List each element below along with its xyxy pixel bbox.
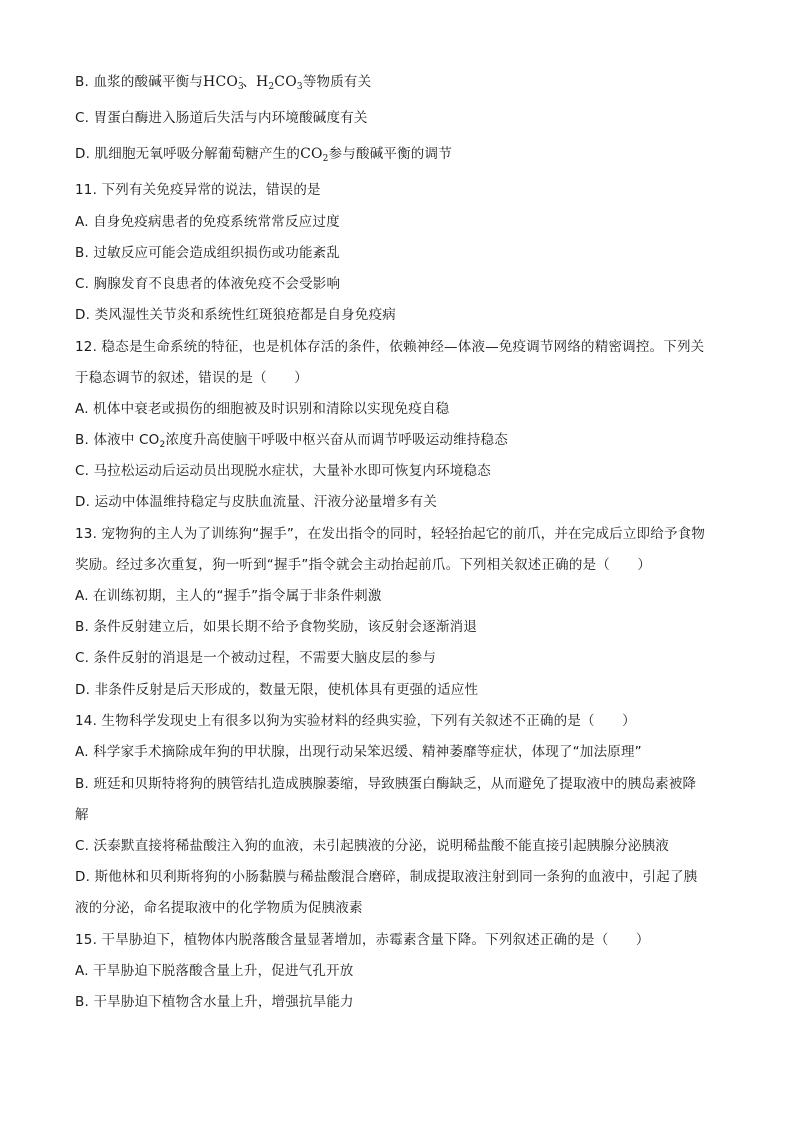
q11-stem: 11. 下列有关免疫异常的说法，错误的是 (75, 182, 321, 198)
q10-option-b-tail: 等物质有关 (302, 74, 372, 90)
q14-option-c: C. 沃泰默直接将稀盐酸注入狗的血液，未引起胰液的分泌，说明稀盐酸不能直接引起胰腺分泌胰液 (75, 838, 670, 854)
carbonic-acid-formula: $H_2CO_3$ (255, 74, 303, 92)
q14-option-d-line2: 液的分泌，命名提取液中的化学物质为促胰液素 (75, 900, 363, 916)
q15-stem: 15. 干旱胁迫下，植物体内脱落酸含量显著增加，赤霉素含量下降。下列叙述正确的是（ ） (75, 932, 650, 948)
q12-option-c: C. 马拉松运动后运动员出现脱水症状，大量补水即可恢复内环境稳态 (75, 463, 491, 479)
q11-option-b: B. 过敏反应可能会造成组织损伤或功能紊乱 (75, 245, 341, 261)
q11-option-c: C. 胸腺发育不良患者的体液免疫不会受影响 (75, 276, 341, 292)
q13-option-a: A. 在训练初期，主人的“握手”指令属于非条件刺激 (75, 588, 382, 604)
q10-option-b-text: B. 血浆的酸碱平衡与 (75, 74, 204, 90)
q10-option-c: C. 胃蛋白酶进入肠道后失活与内环境酸碱度有关 (75, 110, 368, 126)
q11-option-d: D. 类风湿性关节炎和系统性红斑狼疮都是自身免疫病 (75, 307, 396, 323)
q11-option-a: A. 自身免疫病患者的免疫系统常常反应过度 (75, 214, 340, 230)
q10-option-d: D. 肌细胞无氧呼吸分解葡萄糖产生的$CO_2$参与酸碱平衡的调节 (75, 146, 452, 164)
q13-option-b: B. 条件反射建立后，如果长期不给予食物奖励，该反射会逐渐消退 (75, 619, 478, 635)
q14-option-d-line1: D. 斯他林和贝利斯将狗的小肠黏膜与稀盐酸混合磨碎，制成提取液注射到同一条狗的血液中，引起了胰 (75, 869, 698, 885)
q12-option-a: A. 机体中衰老或损伤的细胞被及时识别和清除以实现免疫自稳 (75, 401, 450, 417)
q13-option-c: C. 条件反射的消退是一个被动过程，不需要大脑皮层的参与 (75, 650, 437, 666)
q14-stem: 14. 生物科学发现史上有很多以狗为实验材料的经典实验，下列有关叙述不正确的是（ ） (75, 713, 636, 729)
q13-option-d: D. 非条件反射是后天形成的，数量无限，使机体具有更强的适应性 (75, 682, 479, 698)
q12-option-d: D. 运动中体温维持稳定与皮肤血流量、汗液分泌量增多有关 (75, 494, 438, 510)
q12-stem-line1: 12. 稳态是生命系统的特征，也是机体存活的条件，依赖神经—体液—免疫调节网络的精密调控。下列关 (75, 339, 705, 355)
q14-option-a: A. 科学家手术摘除成年狗的甲状腺，出现行动呆笨迟缓、精神萎靡等症状，体现了“加法原理” (75, 744, 642, 760)
q14-option-b-line2: 解 (75, 807, 89, 823)
q12-option-b: B. 体液中 $CO_2$浓度升高使脑干呼吸中枢兴奋从而调节呼吸运动维持稳态 (75, 432, 508, 450)
q10-option-b (75, 72, 371, 92)
q12-stem-line2: 于稳态调节的叙述，错误的是（ ） (75, 370, 308, 386)
q15-option-a: A. 干旱胁迫下脱落酸含量上升，促进气孔开放 (75, 963, 354, 979)
bicarbonate-formula: $HCO_3^-$ (203, 73, 244, 92)
q13-stem-line2: 奖励。经过多次重复，狗一听到“握手”指令就会主动抬起前爪。下列相关叙述正确的是（ ） (75, 557, 652, 573)
q13-stem-line1: 13. 宠物狗的主人为了训练狗“握手”，在发出指令的同时，轻轻抬起它的前爪，并在完成后立即给予食物 (75, 526, 706, 542)
q14-option-b-line1: B. 班廷和贝斯特将狗的胰管结扎造成胰腺萎缩，导致胰蛋白酶缺乏，从而避免了提取液中的胰岛素被降 (75, 776, 697, 792)
q15-option-b: B. 干旱胁迫下植物含水量上升，增强抗旱能力 (75, 994, 354, 1010)
q10-option-b-sep: 、 (242, 74, 256, 90)
co2-formula: $CO_2$ (300, 146, 329, 164)
